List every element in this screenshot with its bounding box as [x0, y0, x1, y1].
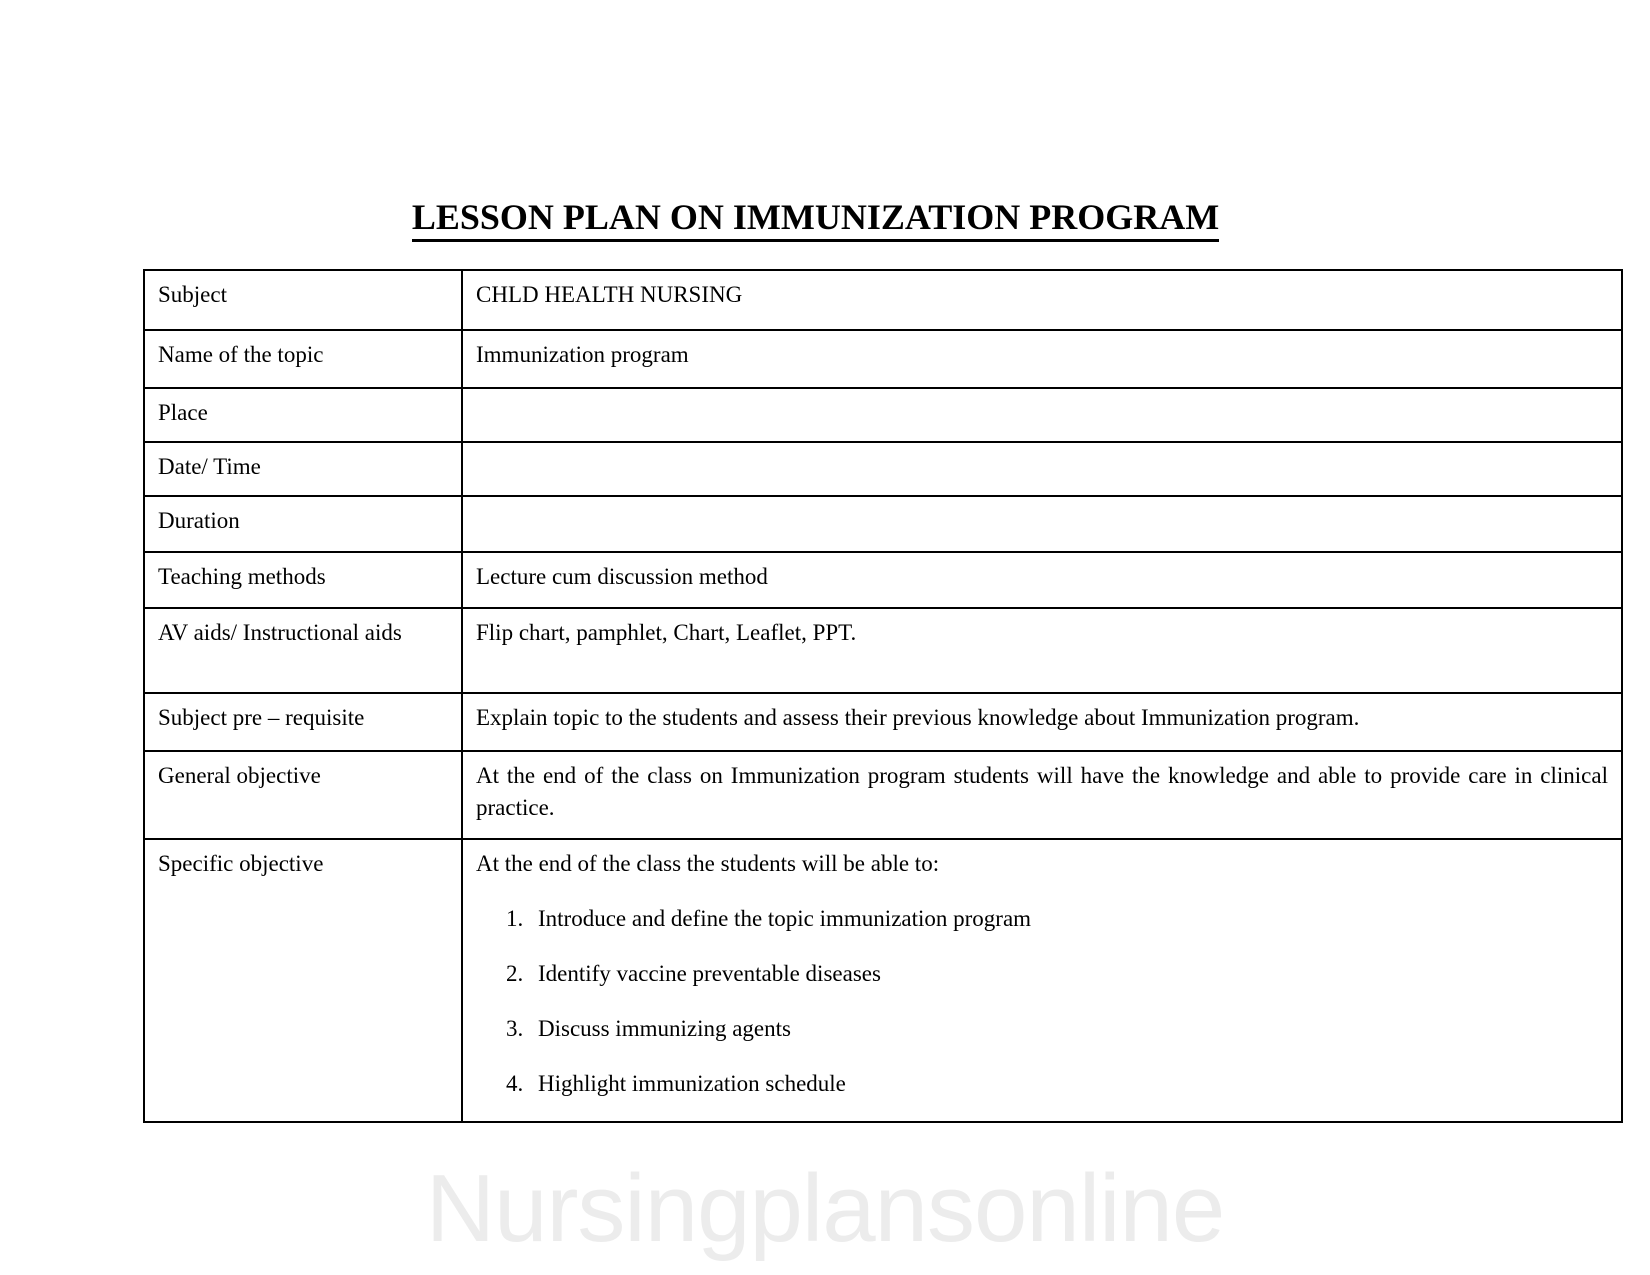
row-label-teaching-methods: Teaching methods	[144, 552, 462, 608]
row-label-pre-requisite: Subject pre – requisite	[144, 693, 462, 751]
table-row-subject	[144, 270, 1622, 330]
objective-item-2: Identify vaccine preventable diseases	[538, 960, 881, 986]
objective-item-3: Discuss immunizing agents	[538, 1015, 791, 1041]
table-row-general-objective	[144, 751, 1622, 839]
row-label-subject: Subject	[144, 270, 462, 330]
row-value-place	[462, 388, 1622, 442]
row-label-duration: Duration	[144, 496, 462, 552]
page-title	[143, 198, 1488, 238]
row-value-teaching-methods: Lecture cum discussion method	[462, 552, 1622, 608]
table-row-av-aids	[144, 608, 1622, 693]
table-row-duration	[144, 496, 1622, 552]
table-row-date-time	[144, 442, 1622, 496]
row-value-pre-requisite: Explain topic to the students and assess their previous knowledge about Immunization program.	[462, 693, 1622, 751]
row-label-topic-name: Name of the topic	[144, 330, 462, 388]
table-row-pre-requisite	[144, 693, 1622, 751]
row-value-topic-name: Immunization program	[462, 330, 1622, 388]
row-value-specific-objective	[462, 839, 1622, 1122]
row-label-date-time: Date/ Time	[144, 442, 462, 496]
row-value-general-objective: At the end of the class on Immunization program students will have the knowledge and able to provide care in clinical practice.	[462, 751, 1622, 839]
row-value-date-time	[462, 442, 1622, 496]
lesson-plan-table	[143, 269, 1623, 1123]
row-label-specific-objective: Specific objective	[144, 839, 462, 1122]
table-row-place	[144, 388, 1622, 442]
watermark: Nursingplansonline	[425, 1155, 1225, 1262]
objectives-intro: At the end of the class the students will be able to:	[476, 850, 940, 876]
row-label-av-aids: AV aids/ Instructional aids	[144, 608, 462, 693]
page-title-text: LESSON PLAN ON IMMUNIZATION PROGRAM	[412, 197, 1219, 242]
table-row-specific-objective	[144, 839, 1622, 1122]
table-row-teaching-methods	[144, 552, 1622, 608]
row-value-duration	[462, 496, 1622, 552]
row-label-place: Place	[144, 388, 462, 442]
objective-item-4: Highlight immunization schedule	[538, 1070, 846, 1096]
row-label-general-objective: General objective	[144, 751, 462, 839]
row-value-subject: CHLD HEALTH NURSING	[462, 270, 1622, 330]
specific-objectives-block	[476, 848, 1608, 1100]
table-row-topic-name	[144, 330, 1622, 388]
objective-item-1: Introduce and define the topic immunization program	[538, 905, 1032, 931]
row-value-av-aids: Flip chart, pamphlet, Chart, Leaflet, PPT.	[462, 608, 1622, 693]
